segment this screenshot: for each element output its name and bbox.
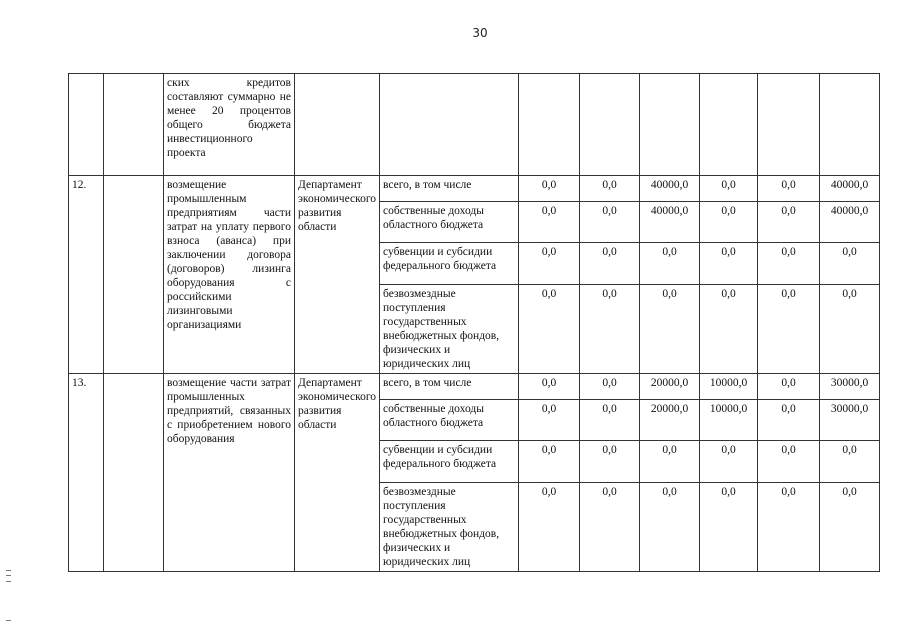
value-cell: 0,0	[758, 176, 820, 202]
source-label: субвенции и субсидии федерального бюджета	[380, 243, 519, 285]
value-cell: 30000,0	[820, 374, 880, 400]
value-cell: 0,0	[580, 176, 640, 202]
value-cell: 20000,0	[640, 374, 700, 400]
code-cell	[104, 74, 164, 176]
value-cell: 0,0	[519, 441, 580, 483]
row-number-cell	[69, 74, 104, 176]
value-cell	[580, 74, 640, 176]
page-number: 30	[472, 26, 488, 40]
executor-cell	[295, 74, 380, 176]
value-cell: 0,0	[758, 202, 820, 243]
value-cell: 0,0	[580, 243, 640, 285]
value-cell	[640, 74, 700, 176]
value-cell: 0,0	[758, 285, 820, 374]
value-cell: 10000,0	[700, 400, 758, 441]
scan-margin-tick	[6, 620, 11, 621]
value-cell: 0,0	[519, 483, 580, 572]
value-cell: 40000,0	[640, 202, 700, 243]
value-cell: 40000,0	[640, 176, 700, 202]
value-cell: 0,0	[640, 285, 700, 374]
budget-table	[68, 73, 880, 572]
description-cell: возмещение промышленным предприятиям части затрат на уплату первого взноса (аванса) при заключении договора (договоров) лизинга оборудования с российскими лизинговыми организациями	[164, 176, 295, 374]
source-label: всего, в том числе	[380, 176, 519, 202]
value-cell: 0,0	[700, 441, 758, 483]
value-cell: 0,0	[700, 202, 758, 243]
value-cell: 0,0	[820, 483, 880, 572]
source-label: собственные доходы областного бюджета	[380, 400, 519, 441]
value-cell: 0,0	[640, 441, 700, 483]
value-cell: 0,0	[519, 176, 580, 202]
description-cell: ских кредитов составляют суммарно не менее 20 процентов общего бюджета инвестиционного проекта	[164, 74, 295, 176]
value-cell	[820, 74, 880, 176]
value-cell	[758, 74, 820, 176]
value-cell: 0,0	[640, 243, 700, 285]
scan-margin-mark	[6, 570, 11, 582]
value-cell: 0,0	[700, 285, 758, 374]
value-cell: 0,0	[580, 374, 640, 400]
executor-cell: Департамент экономического развития области	[295, 176, 380, 374]
value-cell: 0,0	[758, 400, 820, 441]
row-number: 12.	[69, 176, 104, 374]
code-cell	[104, 374, 164, 572]
value-cell: 0,0	[758, 243, 820, 285]
value-cell: 0,0	[580, 483, 640, 572]
value-cell	[519, 74, 580, 176]
value-cell: 0,0	[700, 176, 758, 202]
value-cell: 0,0	[640, 483, 700, 572]
value-cell: 0,0	[519, 202, 580, 243]
value-cell: 0,0	[700, 243, 758, 285]
value-cell: 30000,0	[820, 400, 880, 441]
executor-cell: Департамент экономического развития области	[295, 374, 380, 572]
source-label: собственные доходы областного бюджета	[380, 202, 519, 243]
value-cell: 40000,0	[820, 176, 880, 202]
table-row-continuation	[69, 74, 880, 176]
value-cell: 0,0	[700, 483, 758, 572]
source-label: безвозмездные поступления государственных внебюджетных фондов, физических и юридических лиц	[380, 483, 519, 572]
source-cell	[380, 74, 519, 176]
value-cell: 0,0	[758, 483, 820, 572]
source-label: субвенции и субсидии федерального бюджета	[380, 441, 519, 483]
description-cell: возмещение части затрат промышленных предприятий, связанных с приобретением нового оборудования	[164, 374, 295, 572]
value-cell: 0,0	[519, 400, 580, 441]
value-cell: 0,0	[820, 285, 880, 374]
value-cell: 0,0	[758, 374, 820, 400]
value-cell: 0,0	[519, 243, 580, 285]
value-cell: 40000,0	[820, 202, 880, 243]
table-row	[69, 374, 880, 400]
code-cell	[104, 176, 164, 374]
value-cell: 0,0	[580, 202, 640, 243]
value-cell: 10000,0	[700, 374, 758, 400]
value-cell: 0,0	[820, 441, 880, 483]
value-cell: 0,0	[519, 285, 580, 374]
source-label: всего, в том числе	[380, 374, 519, 400]
value-cell: 0,0	[580, 441, 640, 483]
value-cell: 0,0	[580, 400, 640, 441]
value-cell: 0,0	[758, 441, 820, 483]
row-number: 13.	[69, 374, 104, 572]
value-cell: 0,0	[580, 285, 640, 374]
value-cell	[700, 74, 758, 176]
value-cell: 20000,0	[640, 400, 700, 441]
table-row	[69, 176, 880, 202]
value-cell: 0,0	[519, 374, 580, 400]
value-cell: 0,0	[820, 243, 880, 285]
source-label: безвозмездные поступления государственных внебюджетных фондов, физических и юридических лиц	[380, 285, 519, 374]
